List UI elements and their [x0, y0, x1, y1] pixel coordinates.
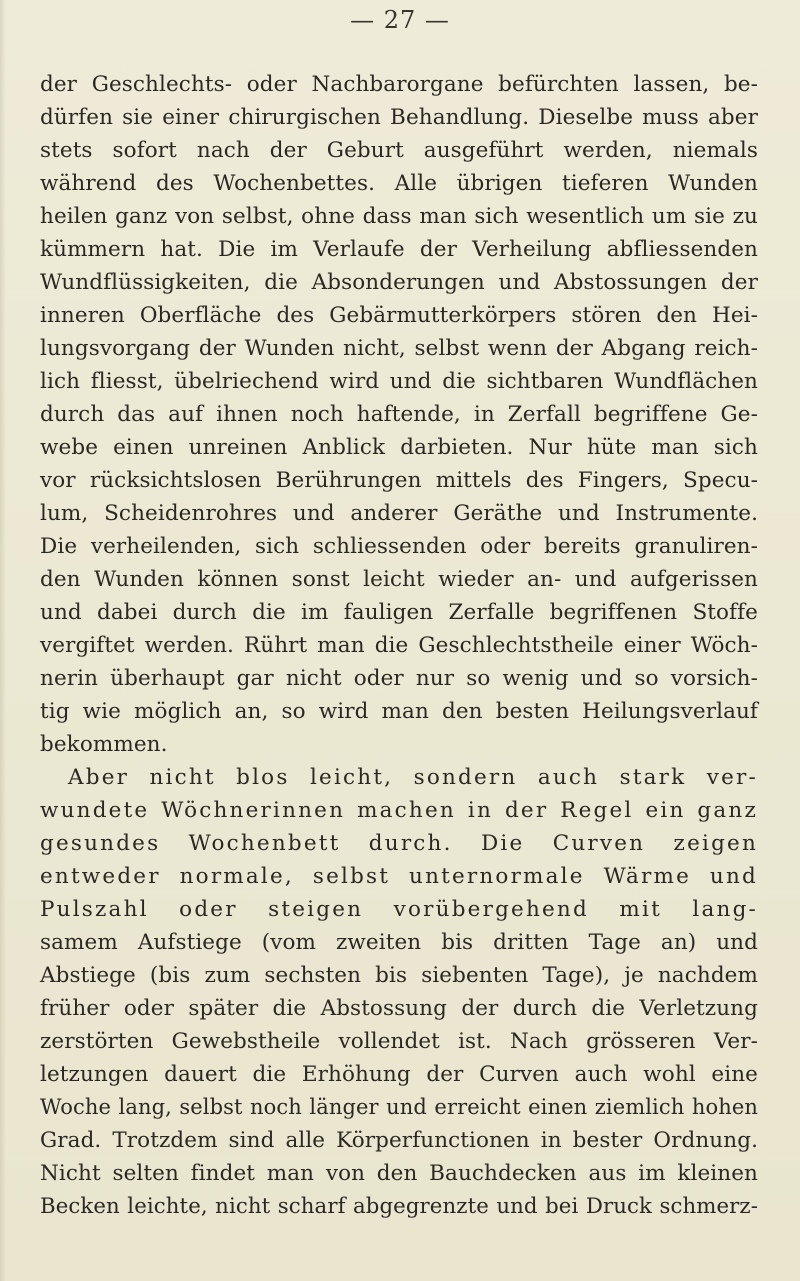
text-line: Grad. Trotzdem sind alle Körperfunctionen in bester Ordnung.: [40, 1128, 758, 1153]
text-line: der Geschlechts- oder Nachbarorgane befürchten lassen, be-: [40, 72, 758, 97]
text-line: entweder normale, selbst unternormale Wärme und: [40, 864, 758, 889]
text-line: inneren Oberfläche des Gebärmutterkörpers stören den Hei-: [40, 303, 758, 328]
body-text: [40, 68, 758, 1223]
text-line: webe einen unreinen Anblick darbieten. Nur hüte man sich: [40, 435, 758, 460]
text-line: stets sofort nach der Geburt ausgeführt werden, niemals: [40, 138, 758, 163]
text-line: vor rücksichtslosen Berührungen mittels des Fingers, Specu-: [40, 468, 758, 493]
text-line: während des Wochenbettes. Alle übrigen tieferen Wunden: [40, 171, 758, 196]
text-line: Nicht selten findet man von den Bauchdecken aus im kleinen: [40, 1161, 758, 1186]
text-line: früher oder später die Abstossung der durch die Verletzung: [40, 996, 758, 1021]
text-line: dürfen sie einer chirurgischen Behandlung. Dieselbe muss aber: [40, 105, 758, 130]
text-line: Pulszahl oder steigen vorübergehend mit lang-: [40, 897, 758, 922]
text-line: den Wunden können sonst leicht wieder an- und aufgerissen: [40, 567, 758, 592]
text-line: tig wie möglich an, so wird man den besten Heilungsverlauf: [40, 699, 758, 724]
text-line: nerin überhaupt gar nicht oder nur so wenig und so vorsich-: [40, 666, 758, 691]
text-line: lum, Scheidenrohres und anderer Geräthe und Instrumente.: [40, 501, 758, 526]
text-line: kümmern hat. Die im Verlaufe der Verheilung abfliessenden: [40, 237, 758, 262]
text-line: Abstiege (bis zum sechsten bis siebenten Tage), je nachdem: [40, 963, 758, 988]
text-line: Becken leichte, nicht scharf abgegrenzte und bei Druck schmerz-: [40, 1194, 758, 1219]
text-line: gesundes Wochenbett durch. Die Curven zeigen: [40, 831, 758, 856]
page-number: — 27 —: [350, 6, 450, 34]
text-line: und dabei durch die im fauligen Zerfalle begriffenen Stoffe: [40, 600, 758, 625]
text-line: vergiftet werden. Rührt man die Geschlechtstheile einer Wöch-: [40, 633, 758, 658]
text-line: letzungen dauert die Erhöhung der Curven auch wohl eine: [40, 1062, 758, 1087]
text-line: Aber nicht blos leicht, sondern auch stark ver-: [68, 765, 758, 790]
text-line: wundete Wöchnerinnen machen in der Regel ein ganz: [40, 798, 758, 823]
text-line: Wundflüssigkeiten, die Absonderungen und Abstossungen der: [40, 270, 758, 295]
text-line: Woche lang, selbst noch länger und erreicht einen ziemlich hohen: [40, 1095, 758, 1119]
text-line: lungsvorgang der Wunden nicht, selbst wenn der Abgang reich-: [40, 336, 758, 361]
text-line: bekommen.: [40, 732, 168, 757]
text-line: heilen ganz von selbst, ohne dass man sich wesentlich um sie zu: [40, 204, 758, 229]
text-line: samem Aufstiege (vom zweiten bis dritten Tage an) und: [40, 930, 758, 955]
text-line: durch das auf ihnen noch haftende, in Zerfall begriffene Ge-: [40, 402, 758, 427]
page-edge-shadow: [0, 0, 6, 1281]
text-line: Die verheilenden, sich schliessenden oder bereits granuliren-: [40, 534, 758, 559]
text-line: zerstörten Gewebstheile vollendet ist. Nach grösseren Ver-: [40, 1029, 758, 1054]
text-line: lich fliesst, übelriechend wird und die sichtbaren Wundflächen: [40, 369, 758, 394]
